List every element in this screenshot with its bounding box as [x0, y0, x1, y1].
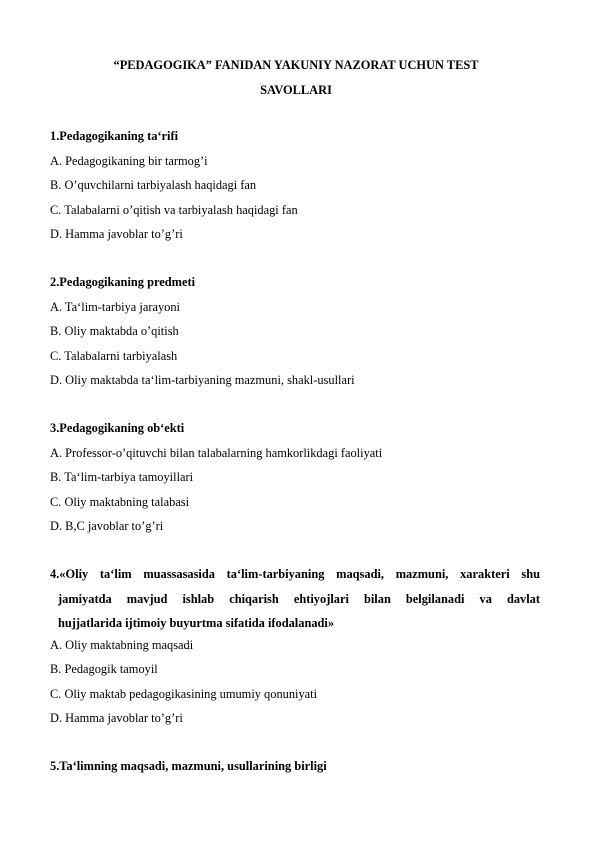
- question-4-heading-line-2: jamiyatda mavjud ishlab chiqarish ehtiyojlari bilan belgilanadi va davlat: [58, 591, 540, 606]
- question-5-heading: 5.Ta‘limning maqsadi, mazmuni, usullarining birligi: [50, 759, 327, 773]
- question-1-option-b: B. O’quvchilarni tarbiyalash haqidagi fan: [50, 178, 257, 192]
- question-3-option-b: B. Ta‘lim-tarbiya tamoyillari: [50, 470, 194, 484]
- question-4-option-c: C. Oliy maktab pedagogikasining umumiy qonuniyati: [50, 687, 318, 701]
- document-title-line-1: “PEDAGOGIKA” FANIDAN YAKUNIY NAZORAT UCHUN TEST: [113, 58, 479, 72]
- question-1-option-c: C. Talabalarni o’qitish va tarbiyalash haqidagi fan: [50, 203, 298, 217]
- question-4-option-a: A. Oliy maktabning maqsadi: [50, 638, 194, 652]
- question-3-option-c: C. Oliy maktabning talabasi: [50, 495, 190, 509]
- question-4-option-b: B. Pedagogik tamoyil: [50, 662, 158, 676]
- question-2-option-a: A. Ta‘lim-tarbiya jarayoni: [50, 300, 180, 314]
- question-2-option-c: C. Talabalarni tarbiyalash: [50, 349, 178, 363]
- question-2-option-d: D. Oliy maktabda ta‘lim-tarbiyaning mazmuni, shakl-usullari: [50, 373, 355, 387]
- question-2-heading: 2.Pedagogikaning predmeti: [50, 275, 196, 289]
- question-4-option-d: D. Hamma javoblar to’g’ri: [50, 711, 183, 725]
- question-1-heading: 1.Pedagogikaning ta‘rifi: [50, 129, 179, 143]
- document-title-line-2: SAVOLLARI: [260, 83, 332, 97]
- question-4-heading-line-3: hujjatlarida ijtimoiy buyurtma sifatida ifodalanadi»: [58, 616, 335, 630]
- question-3-option-d: D. B,C javoblar to’g’ri: [50, 519, 164, 533]
- question-3-option-a: A. Professor-o’qituvchi bilan talabalarning hamkorlikdagi faoliyati: [50, 446, 383, 460]
- question-3-heading: 3.Pedagogikaning ob‘ekti: [50, 421, 185, 435]
- question-1-option-d: D. Hamma javoblar to’g’ri: [50, 227, 183, 241]
- question-4-heading-line-1: 4.«Oliy ta‘lim muassasasida ta‘lim-tarbiyaning maqsadi, mazmuni, xarakteri shu: [50, 567, 540, 581]
- question-2-option-b: B. Oliy maktabda o’qitish: [50, 324, 179, 338]
- question-1-option-a: A. Pedagogikaning bir tarmog’i: [50, 154, 208, 168]
- question-4-heading: [50, 562, 540, 636]
